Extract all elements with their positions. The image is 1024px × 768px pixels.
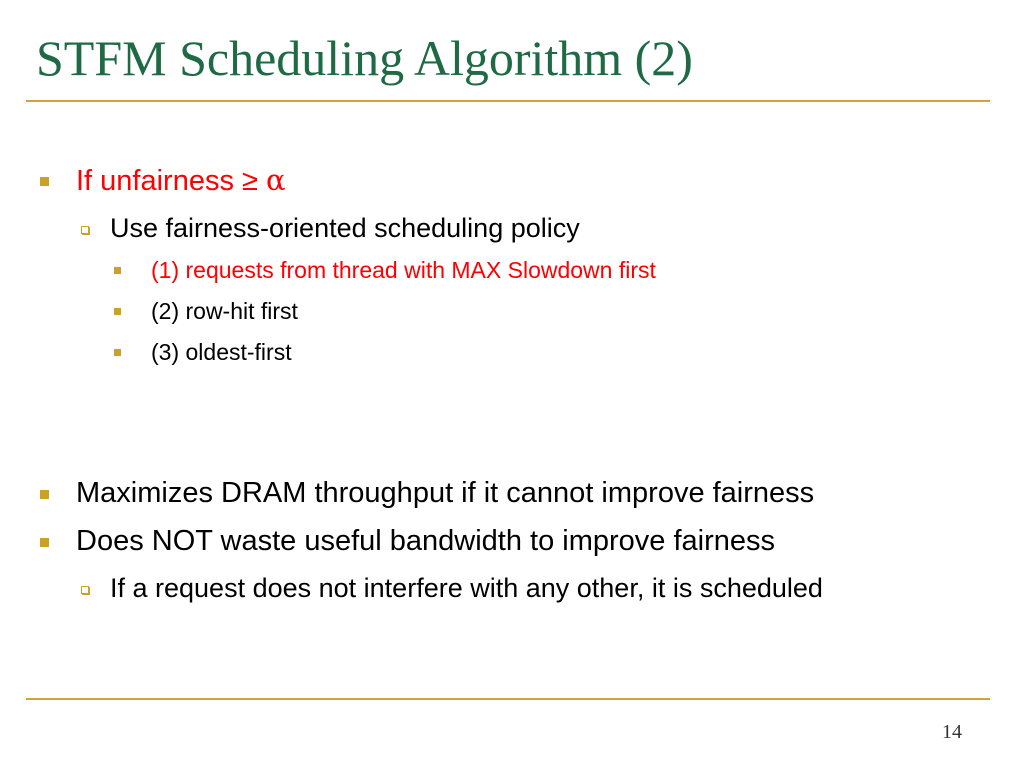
- square-bullet-icon: [114, 349, 121, 356]
- sub-bullet-fairness-policy: [110, 211, 580, 245]
- sub-bullet-no-interference: [110, 571, 823, 605]
- slide-title: STFM Scheduling Algorithm (2): [36, 30, 693, 86]
- sub-sub-bullet-row-hit: [151, 296, 298, 326]
- hollow-square-bullet-icon: [81, 226, 89, 234]
- square-bullet-icon: [40, 538, 49, 547]
- hollow-square-bullet-icon: [81, 586, 89, 594]
- bullet-text: (3) oldest-first: [151, 339, 292, 365]
- square-bullet-icon: [40, 177, 49, 186]
- sub-sub-bullet-max-slowdown: [151, 255, 656, 285]
- bullet-text: If unfairness ≥: [76, 165, 267, 197]
- bullet-text: If a request does not interfere with any other, it is scheduled: [110, 573, 823, 603]
- bullet-text: Does NOT waste useful bandwidth to improve fairness: [76, 525, 776, 557]
- bullet-text: Use fairness-oriented scheduling policy: [110, 213, 580, 243]
- bullet-maximizes-throughput: [76, 475, 814, 511]
- square-bullet-icon: [40, 490, 49, 499]
- square-bullet-icon: [114, 267, 121, 274]
- square-bullet-icon: [114, 308, 121, 315]
- bullet-text: (1) requests from thread with MAX Slowdown first: [151, 257, 656, 283]
- bullet-text: (2) row-hit first: [151, 298, 298, 324]
- sub-sub-bullet-oldest-first: [151, 337, 292, 367]
- page-number: 14: [942, 721, 962, 743]
- bullet-text: Maximizes DRAM throughput if it cannot improve fairness: [76, 477, 815, 509]
- footer-divider: [26, 698, 990, 700]
- title-divider: [26, 100, 990, 102]
- bullet-unfairness-condition: [76, 162, 286, 199]
- alpha-symbol: α: [266, 163, 286, 197]
- bullet-no-waste-bandwidth: [76, 523, 775, 559]
